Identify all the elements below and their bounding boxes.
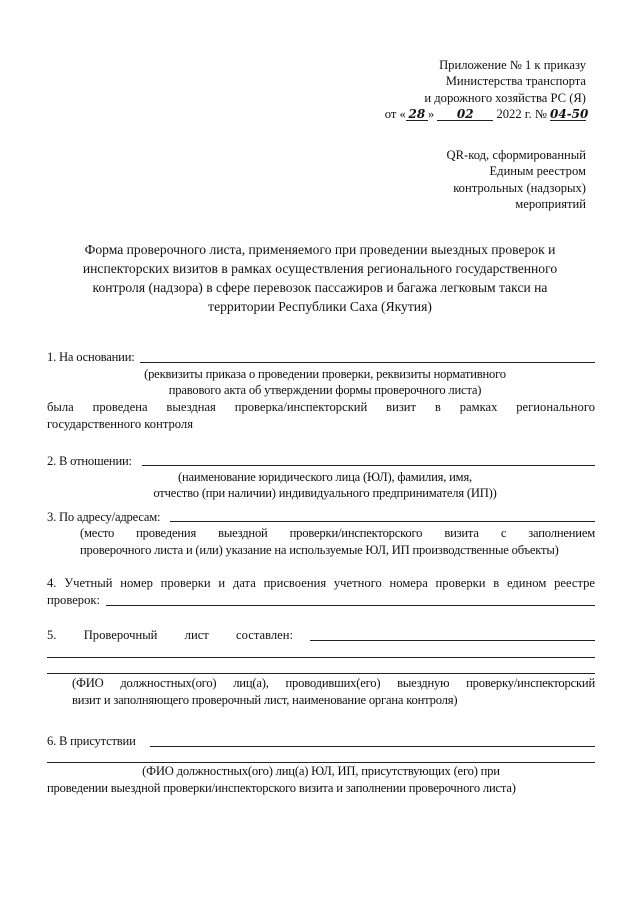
s3-label: 3. По адресу/адресам:	[47, 510, 161, 524]
title-line-1: Форма проверочного листа, применяемого при проведении выездных проверок и	[84, 242, 556, 257]
s3-hint-1: (место проведения выездной проверки/инспекторского визита с заполнением	[80, 526, 595, 540]
s6-label: 6. В присутствии	[47, 734, 136, 748]
appendix-line-3: и дорожного хозяйства РС (Я)	[424, 90, 586, 105]
s3-hint-2: проверочного листа и (или) указание на используемые ЮЛ, ИП производственные объекты)	[80, 543, 559, 557]
s5-fill-line-2	[47, 657, 595, 658]
date-prefix: от «	[384, 107, 406, 122]
s1-fill-line	[140, 362, 595, 363]
s1-text-1: была проведена выездная проверка/инспекторский визит в рамках регионального	[47, 400, 595, 414]
s5-hint-1: (ФИО должностных(ого) лиц(а), проводивших(его) выездную проверку/инспекторский	[72, 676, 595, 690]
title-line-3: контроля (надзора) в сфере перевозок пассажиров и багажа легковым такси на	[92, 280, 548, 295]
qr-note-line-3: контрольных (надзорых)	[453, 180, 586, 195]
s2-hint-2: отчество (при наличии) индивидуального предпринимателя (ИП))	[153, 486, 497, 500]
qr-note-line-1: QR-код, сформированный	[446, 148, 586, 162]
date-day: 28	[406, 109, 428, 121]
s6-hint-1: (ФИО должностных(ого) лиц(а) ЮЛ, ИП, присутствующих (его) при	[142, 764, 500, 778]
s2-hint-1: (наименование юридического лица (ЮЛ), фамилия, имя,	[177, 470, 472, 484]
s5-fill-line-1	[310, 640, 595, 641]
s4-text-1: 4. Учетный номер проверки и дата присвоения учетного номера проверки в едином реестре	[47, 576, 595, 590]
s1-label: 1. На основании:	[47, 350, 135, 364]
s1-hint-1: (реквизиты приказа о проведении проверки, реквизиты нормативного	[144, 367, 506, 381]
appendix-date-line	[330, 106, 589, 122]
title-line-4: территории Республики Саха (Якутия)	[208, 299, 432, 314]
s2-label: 2. В отношении:	[47, 454, 132, 468]
appendix-line-2: Министерства транспорта	[445, 74, 586, 89]
s5-label: 5. Проверочный лист составлен:	[47, 628, 293, 642]
qr-note	[380, 147, 586, 212]
s6-fill-line-1	[150, 746, 595, 747]
form-title	[40, 240, 600, 316]
s2-fill-line	[142, 465, 595, 466]
appendix-block	[330, 57, 589, 122]
s6-hint-2: проведении выездной проверки/инспекторского визита и заполнении проверочного листа)	[47, 781, 516, 795]
date-mid: »	[427, 107, 435, 122]
s1-hint-2: правового акта об утверждении формы проверочного листа)	[168, 383, 482, 397]
s4-fill-line	[106, 605, 595, 606]
s5-hint-2: визит и заполняющего проверочный лист, наименование органа контроля)	[72, 693, 458, 707]
title-line-2: инспекторских визитов в рамках осуществления регионального государственного	[82, 261, 558, 276]
order-number: 04-50	[550, 107, 589, 122]
date-month: 02	[437, 109, 493, 121]
s1-text-2: государственного контроля	[47, 417, 193, 431]
appendix-line-1: Приложение № 1 к приказу	[439, 58, 586, 72]
date-year: 2022 г. №	[496, 107, 547, 122]
s3-fill-line	[170, 521, 595, 522]
s5-fill-line-3	[47, 673, 595, 674]
s4-label-2: проверок:	[47, 593, 101, 607]
qr-note-line-4: мероприятий	[515, 197, 586, 212]
qr-note-line-2: Единым реестром	[489, 164, 586, 179]
